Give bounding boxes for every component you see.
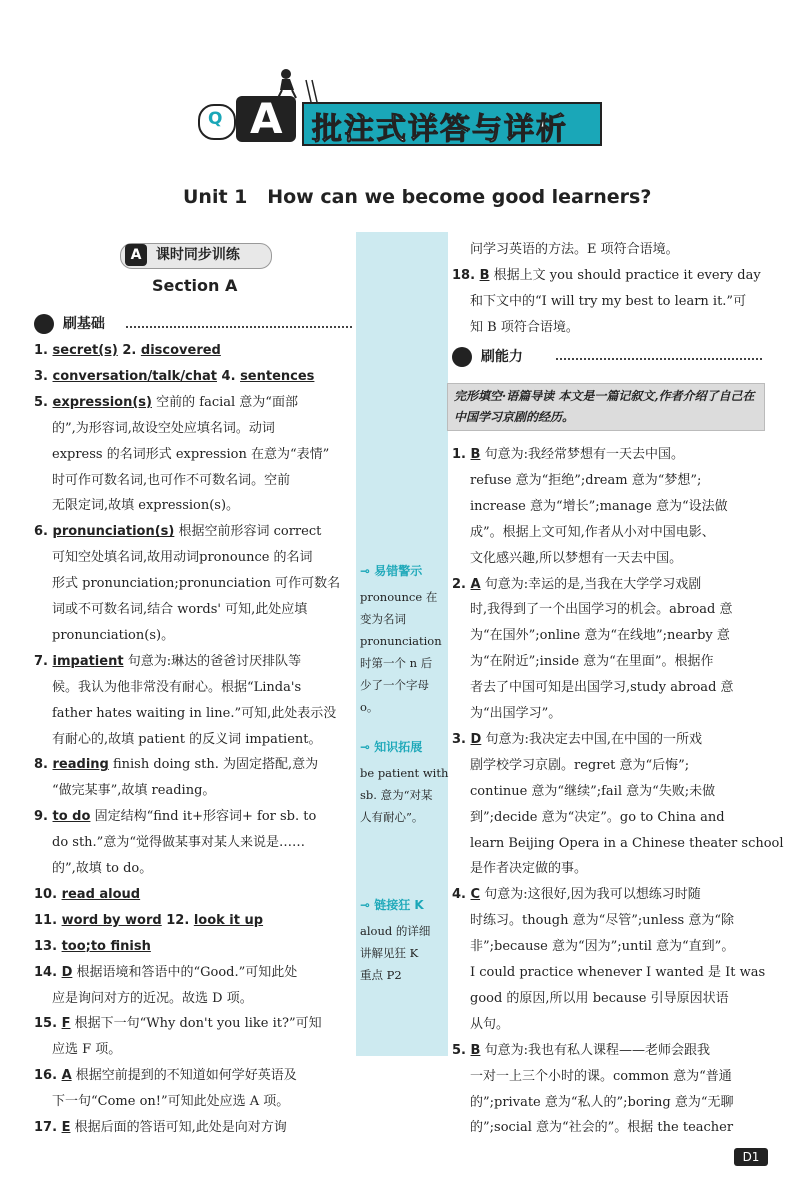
explanation-text: 根据空前形容词 correct xyxy=(174,524,322,540)
answer-line xyxy=(52,727,322,753)
header-banner xyxy=(198,96,600,146)
answer-line xyxy=(470,520,715,546)
explanation-text: 可知空处填名词,故用动词pronounce 的名词 xyxy=(52,550,313,566)
answer-line xyxy=(52,701,336,727)
explanation-text: 有耐心的,故填 patient 的反义词 impatient。 xyxy=(52,731,322,747)
answer-line xyxy=(34,804,316,830)
pencil-icon xyxy=(452,347,472,367)
explanation-text: 句意为:我经常梦想有一天去中国。 xyxy=(480,447,684,462)
explanation-text: 的”,为形容词,故设空处应填名词。动词 xyxy=(52,420,275,436)
answer-line xyxy=(34,882,140,908)
answer-line xyxy=(52,675,301,701)
explanation-text: 为“在国外”;online 意为“在线地”;nearby 意 xyxy=(470,628,730,644)
explanation-text: 空前的 facial 意为“面部 xyxy=(152,394,298,410)
answer-line xyxy=(52,571,340,597)
answer-line xyxy=(470,494,728,520)
explanation-text: 文化感兴趣,所以梦想有一天去中国。 xyxy=(470,550,683,566)
item-number: 12. xyxy=(161,912,194,928)
item-number: 4. xyxy=(217,368,241,384)
item-number: 3. xyxy=(452,731,471,747)
answer-text: A xyxy=(61,1068,72,1084)
answer-line xyxy=(470,908,734,934)
answer-line xyxy=(452,882,701,908)
reading-intro-text: 完形填空·语篇导读 本文是一篇记叙文,作者介绍了自己在中国学习京剧的经历。 xyxy=(454,389,755,424)
explanation-text: 成”。根据上文可知,作者从小对中国电影、 xyxy=(470,524,715,540)
item-number: 15. xyxy=(34,1016,62,1032)
answer-line xyxy=(34,1115,287,1141)
item-number: 3. xyxy=(34,368,53,384)
explanation-text: 为“在附近”;inside 意为“在里面”。根据作 xyxy=(470,654,714,670)
sidebar-note-text: aloud 的详细 xyxy=(360,924,431,938)
explanation-text: 根据后面的答语可知,此处是向对方询 xyxy=(70,1120,287,1135)
item-number: 13. xyxy=(34,938,62,954)
explanation-text: I could practice whenever I wanted 是 It was xyxy=(470,965,766,980)
page-title: 批注式详答与详析 xyxy=(312,112,568,147)
answer-line xyxy=(470,960,765,986)
item-number: 1. xyxy=(452,447,471,462)
answer-text: too;to finish xyxy=(61,938,151,954)
sidebar-note-text: 少了一个字母 xyxy=(360,678,429,692)
sidebar-note-text: 讲解见狂 K xyxy=(360,946,419,960)
explanation-text: 句意为:幸运的是,当我在大学学习戏剧 xyxy=(480,576,702,592)
item-number: 2. xyxy=(452,576,471,592)
answer-line xyxy=(470,1115,733,1141)
answer-line xyxy=(452,727,702,753)
item-number: 7. xyxy=(34,653,53,669)
answer-line xyxy=(452,1038,710,1064)
answer-text: conversation/talk/chat xyxy=(52,368,218,384)
explanation-text: increase 意为“增长”;manage 意为“设法做 xyxy=(470,498,728,514)
explanation-text: 句意为:琳达的爸爸讨厌排队等 xyxy=(123,653,302,669)
answer-text: sentences xyxy=(240,368,315,384)
explanation-text: 的”;private 意为“私人的”;boring 意为“无聊 xyxy=(470,1094,734,1110)
answer-line xyxy=(470,649,713,675)
explanation-text: 根据空前提到的不知道如何学好英语及 xyxy=(71,1068,297,1084)
explanation-text: 下一句“Come on!”可知此处应选 A 项。 xyxy=(52,1094,290,1110)
answer-text: secret(s) xyxy=(52,343,118,358)
explanation-text: 时,我得到了一个出国学习的机会。abroad 意 xyxy=(470,602,733,618)
answer-line xyxy=(470,315,579,341)
answer-line xyxy=(52,856,152,882)
explanation-text: 根据语境和答语中的“Good.”可知此处 xyxy=(72,964,298,980)
sidebar-note-text: 变为名词 xyxy=(360,612,406,626)
explanation-text: 固定结构“find it+形容词+ for sb. to xyxy=(90,809,317,825)
answer-line xyxy=(470,623,730,649)
answer-line xyxy=(452,572,701,598)
item-number: 18. xyxy=(452,268,480,283)
explanation-text: 是作者决定做的事。 xyxy=(470,861,588,877)
explanation-text: 和下文中的“I will try my best to learn it.”可 xyxy=(470,294,747,309)
answer-text: discovered xyxy=(140,343,221,358)
section-title: Section A xyxy=(152,276,238,295)
explanation-text: 词或不可数名词,结合 words' 可知,此处应填 xyxy=(52,602,308,617)
item-number: 4. xyxy=(452,887,471,903)
explanation-text: 一对一上三个小时的课。common 意为“普通 xyxy=(470,1068,732,1084)
sidebar-note-text: sb. 意为“对某 xyxy=(360,788,433,802)
answer-line xyxy=(470,546,682,572)
answer-line xyxy=(52,468,290,494)
explanation-text: refuse 意为“拒绝”;dream 意为“梦想”; xyxy=(470,472,702,488)
item-number: 2. xyxy=(117,343,141,358)
sidebar-note-text: 时第一个 n 后 xyxy=(360,656,433,670)
answer-line xyxy=(34,1011,322,1037)
explanation-text: 的”;social 意为“社会的”。根据 the teacher xyxy=(470,1120,734,1136)
a-icon: A xyxy=(125,244,147,266)
sidebar-note-heading: ⊸ 易错警示 xyxy=(360,564,423,578)
answer-line xyxy=(52,1089,289,1115)
answer-line xyxy=(470,856,587,882)
explanation-text: do sth.”意为“觉得做某事对某人来说是…… xyxy=(52,835,305,851)
answer-text: D xyxy=(470,731,482,747)
answer-line xyxy=(470,805,725,831)
explanation-text: father hates waiting in line.”可知,此处表示没 xyxy=(52,705,337,721)
answer-line xyxy=(52,416,275,442)
explanation-text: 形式 pronunciation;pronunciation 可作可数名 xyxy=(52,576,341,592)
item-number: 8. xyxy=(34,757,53,773)
sidebar-note-text: pronunciation xyxy=(360,634,442,648)
answer-line xyxy=(52,986,253,1012)
answer-line xyxy=(34,519,321,545)
sidebar-note-heading: ⊸ 链接狂 K xyxy=(360,898,424,912)
explanation-text: learn Beijing Opera in a Chinese theater school xyxy=(470,835,784,851)
answer-line xyxy=(52,778,215,804)
answer-line xyxy=(470,986,729,1012)
explanation-text: pronunciation(s)。 xyxy=(52,627,175,643)
explanation-text: 句意为:我也有私人课程——老师会跟我 xyxy=(480,1042,710,1058)
reading-intro-box xyxy=(447,383,765,431)
divider-dots xyxy=(556,358,762,360)
explanation-text: 根据上文 you should practice it every day xyxy=(489,268,761,283)
answer-line xyxy=(52,1037,121,1063)
explanation-text: continue 意为“继续”;fail 意为“失败;未做 xyxy=(470,783,716,799)
answer-line xyxy=(470,289,746,315)
item-number: 14. xyxy=(34,964,62,980)
explanation-text: 时可作可数名词,也可作不可数名词。空前 xyxy=(52,472,291,488)
item-number: 17. xyxy=(34,1120,62,1135)
explanation-text: express 的名词形式 expression 在意为“表情” xyxy=(52,446,330,462)
answer-line xyxy=(34,752,318,778)
answer-line xyxy=(34,908,263,934)
explanation-text: finish doing sth. 为固定搭配,意为 xyxy=(108,757,319,773)
basic-label: 刷基础 xyxy=(34,313,124,337)
answer-line xyxy=(470,831,784,857)
unit-title: Unit 1 How can we become good learners? xyxy=(183,186,652,208)
explanation-text: 知 B 项符合语境。 xyxy=(470,320,579,335)
answer-text: C xyxy=(470,887,481,903)
answer-text: D xyxy=(61,964,73,980)
explanation-text: 问学习英语的方法。E 项符合语境。 xyxy=(470,242,679,257)
answer-line xyxy=(52,597,307,623)
explanation-text: good 的原因,所以用 because 引导原因状语 xyxy=(470,990,729,1006)
answer-line xyxy=(470,1064,732,1090)
answer-line xyxy=(452,442,684,468)
item-number: 1. xyxy=(34,343,53,358)
sidebar-note-text: o。 xyxy=(360,700,379,714)
answer-line xyxy=(470,237,679,263)
answer-line xyxy=(52,623,174,649)
answer-text: B xyxy=(479,268,490,283)
explanation-text: 根据下一句“Why don't you like it?”可知 xyxy=(70,1016,322,1032)
answer-line xyxy=(52,442,329,468)
answer-text: B xyxy=(470,447,481,462)
a-letter: A xyxy=(250,94,283,143)
item-number: 16. xyxy=(34,1068,62,1084)
item-number: 5. xyxy=(34,394,53,410)
answer-line xyxy=(470,1090,734,1116)
item-number: 11. xyxy=(34,912,62,928)
explanation-text: 为“出国学习”。 xyxy=(470,706,562,721)
explanation-text: 候。我认为他非常没有耐心。根据“Linda's xyxy=(52,679,302,695)
answer-line xyxy=(34,934,151,960)
answer-line xyxy=(470,1012,509,1038)
explanation-text: 剧学校学习京剧。regret 意为“后悔”; xyxy=(470,757,690,773)
answer-line xyxy=(452,263,761,289)
answer-line xyxy=(470,468,701,494)
item-number: 9. xyxy=(34,809,53,825)
answer-text: read aloud xyxy=(61,886,141,902)
answer-line xyxy=(34,364,314,390)
item-number: 5. xyxy=(452,1042,471,1058)
sidebar-note-heading: ⊸ 知识拓展 xyxy=(360,740,423,754)
answer-line xyxy=(34,960,297,986)
answer-line xyxy=(52,830,305,856)
answer-text: A xyxy=(470,576,481,592)
answer-line xyxy=(34,338,221,364)
answer-text: reading xyxy=(52,757,109,773)
answer-text: expression(s) xyxy=(52,394,152,410)
explanation-text: 者去了中国可知是出国学习,study abroad 意 xyxy=(470,680,734,696)
item-number: 6. xyxy=(34,524,53,540)
answer-line xyxy=(34,390,298,416)
explanation-text: 句意为:这很好,因为我可以想练习时随 xyxy=(480,887,701,903)
explanation-text: 非”;because 意为“因为”;until 意为“直到”。 xyxy=(470,939,735,955)
pencil-icon xyxy=(34,314,54,334)
answer-line xyxy=(470,779,715,805)
answer-text: word by word xyxy=(61,912,162,928)
answer-line xyxy=(470,934,734,960)
answer-text: look it up xyxy=(193,912,264,928)
answer-line xyxy=(52,545,313,571)
explanation-text: 的”,故填 to do。 xyxy=(52,861,153,876)
explanation-text: 到”;decide 意为“决定”。go to China and xyxy=(470,809,725,825)
explanation-text: 句意为:我决定去中国,在中国的一所戏 xyxy=(481,731,702,747)
answer-text: pronunciation(s) xyxy=(52,524,175,540)
answer-line xyxy=(470,675,734,701)
answer-line xyxy=(34,1063,297,1089)
answer-text: to do xyxy=(52,809,91,825)
explanation-text: 无限定词,故填 expression(s)。 xyxy=(52,498,240,514)
explanation-text: 从句。 xyxy=(470,1016,510,1032)
answer-line xyxy=(470,753,689,779)
divider-dots xyxy=(126,326,352,328)
explanation-text: 时练习。though 意为“尽管”;unless 意为“除 xyxy=(470,913,735,929)
ability-label: 刷能力 xyxy=(452,346,552,370)
sidebar-note-text: 人有耐心”。 xyxy=(360,810,424,824)
answer-line xyxy=(52,493,239,519)
answer-text: B xyxy=(470,1042,481,1058)
answer-line xyxy=(470,701,561,727)
answer-line xyxy=(34,649,301,675)
explanation-text: 应选 F 项。 xyxy=(52,1042,122,1058)
sidebar-note-text: pronounce 在 xyxy=(360,590,438,604)
page-number: D1 xyxy=(734,1148,768,1166)
answer-line xyxy=(470,597,732,623)
lesson-badge: A 课时同步训练 xyxy=(120,243,272,269)
sidebar-note-text: 重点 P2 xyxy=(360,968,402,982)
item-number: 10. xyxy=(34,886,62,902)
sidebar-note-text: be patient with xyxy=(360,766,449,780)
answer-text: impatient xyxy=(52,653,124,669)
explanation-text: 应是询问对方的近况。故选 D 项。 xyxy=(52,990,253,1006)
answer-text: F xyxy=(61,1016,71,1032)
q-letter: Q xyxy=(208,109,223,129)
answer-text: E xyxy=(61,1120,71,1135)
explanation-text: “做完某事”,故填 reading。 xyxy=(52,783,216,799)
